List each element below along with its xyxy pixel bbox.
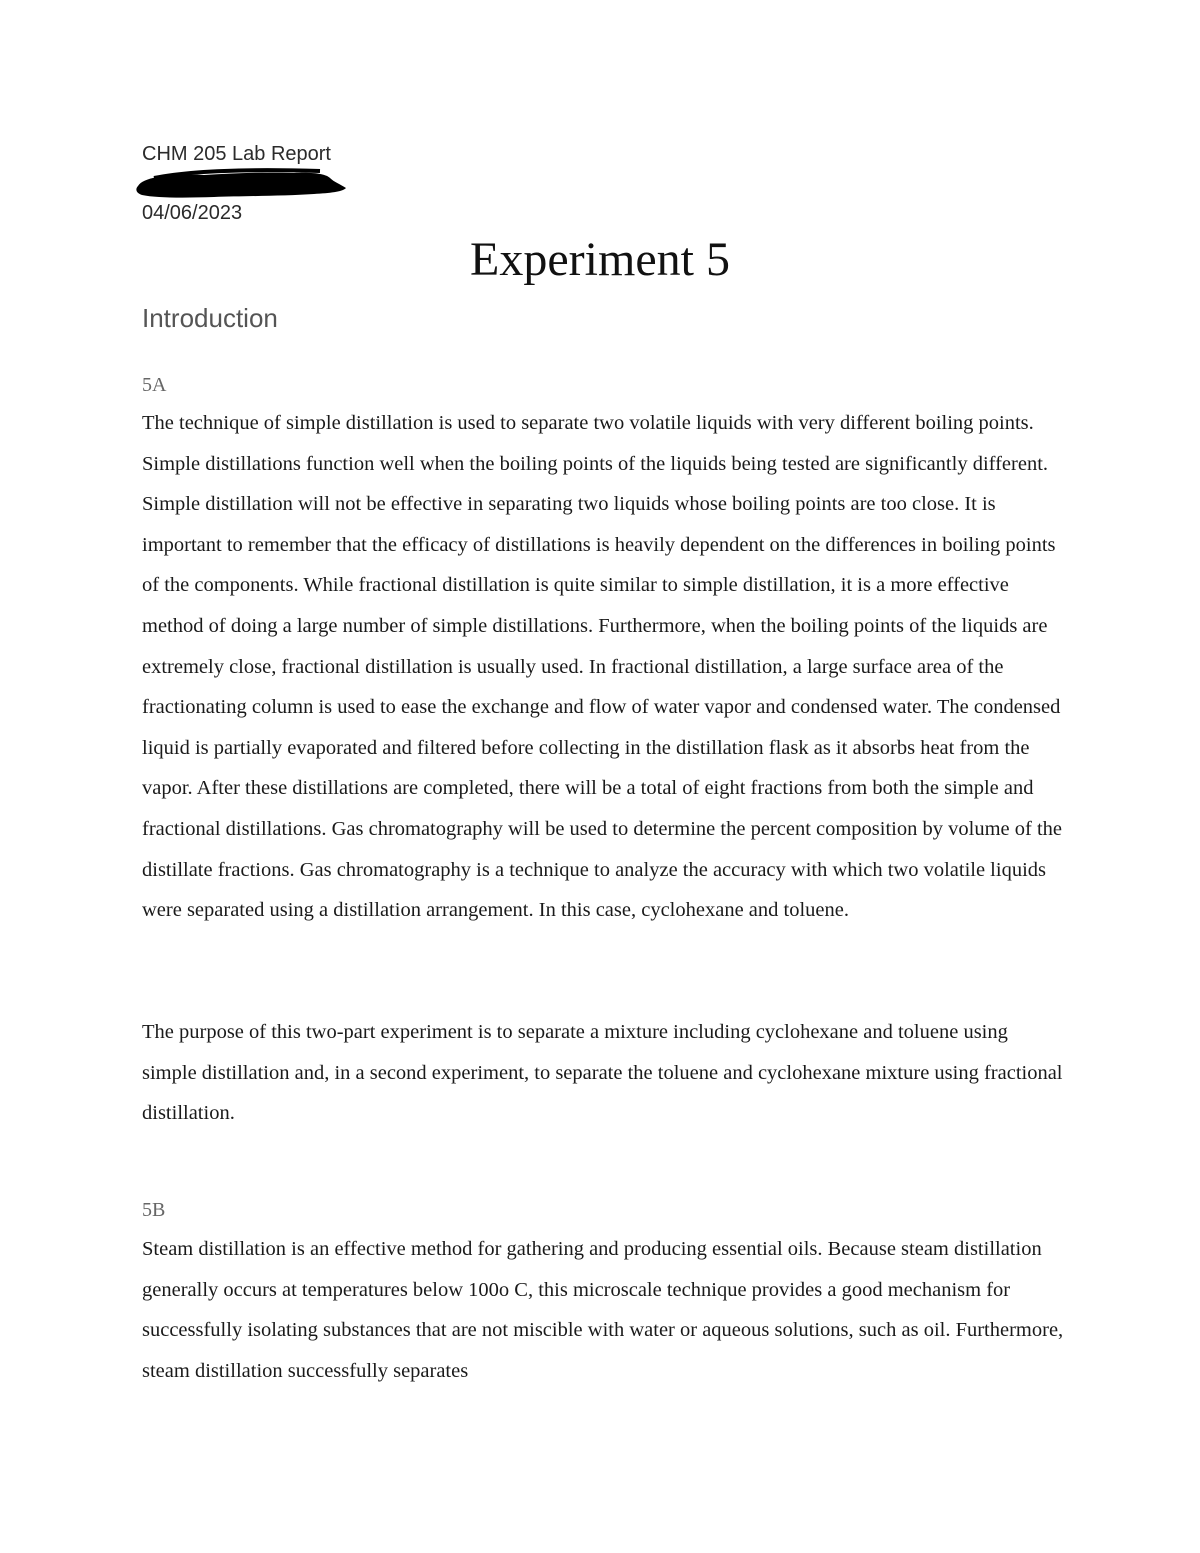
course-title: CHM 205 Lab Report xyxy=(142,143,331,165)
section-5a-paragraph-1: The technique of simple distillation is used to separate two volatile liquids with very different boiling points. Simple distillations function well when the boiling points of the liquids being tested are significantly different. Simple distillation will not be effective in separating two liquids whose boiling points are too close. It is important to remember that the efficacy of distillations is heavily dependent on the differences in boiling points of the components. While fractional distillation is quite similar to simple distillation, it is a more effective method of doing a large number of simple distillations. Furthermore, when the boiling points of the liquids are extremely close, fractional distillation is usually used. In fractional distillation, a large surface area of the fractionating column is used to ease the exchange and flow of water vapor and condensed water. The condensed liquid is partially evaporated and filtered before collecting in the distillation flask as it absorbs heat from the vapor. After these distillations are completed, there will be a total of eight fractions from both the simple and fractional distillations. Gas chromatography will be used to determine the percent composition by volume of the distillate fractions. Gas chromatography is a technique to analyze the accuracy with which two volatile liquids were separated using a distillation arrangement. In this case, cyclohexane and toluene. xyxy=(142,412,1062,922)
report-date: 04/06/2023 xyxy=(142,202,243,224)
document-title: Experiment 5 xyxy=(470,233,730,286)
section-5a-paragraph-2: The purpose of this two-part experiment is to separate a mixture including cyclohexane and toluene using simple distillation and, in a second experiment, to separate the toluene and cyclohexane mixture using fractional distillation. xyxy=(142,1021,1063,1125)
section-5a-label: 5A xyxy=(142,374,167,396)
redacted-name-mark xyxy=(134,168,348,200)
introduction-heading: Introduction xyxy=(142,303,278,333)
section-5b-paragraph-1: Steam distillation is an effective method for gathering and producing essential oils. Because steam distillation generally occurs at temperatures below 100o C, this microscale technique provides a good mechanism for successfully isolating substances that are not miscible with water or aqueous solutions, such as oil. Furthermore, steam distillation successfully separates xyxy=(142,1238,1064,1382)
section-5b-label: 5B xyxy=(142,1199,166,1221)
